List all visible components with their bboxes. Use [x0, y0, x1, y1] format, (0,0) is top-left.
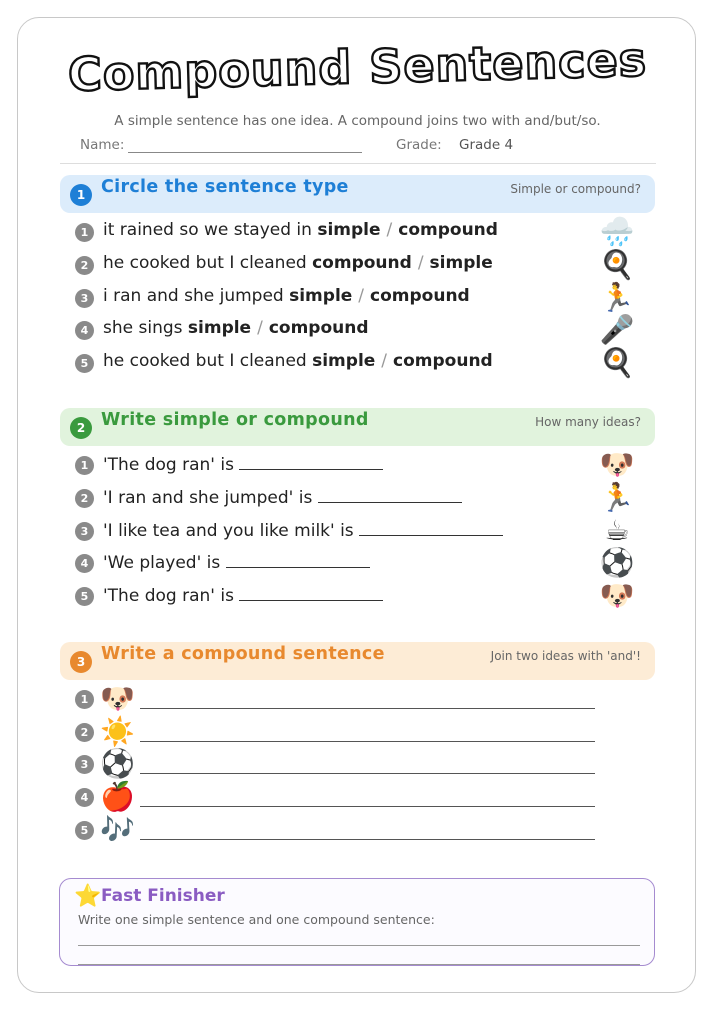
choice-option[interactable]: compound — [393, 351, 493, 371]
dog-icon: 🐶 — [599, 579, 635, 612]
section-1-title: Circle the sentence type — [101, 177, 349, 197]
list-item — [75, 747, 595, 783]
list-item — [75, 313, 635, 347]
item-number: 4 — [75, 321, 94, 340]
soccer-ball-icon: ⚽ — [100, 747, 135, 780]
section-3-number: 3 — [70, 651, 92, 673]
page-subtitle: A simple sentence has one idea. A compound joins two with and/but/so. — [114, 113, 601, 129]
sentence: 'The dog ran' is — [103, 586, 234, 606]
item-number: 5 — [75, 821, 94, 840]
header-divider — [60, 163, 656, 164]
choice-option[interactable]: simple — [312, 351, 376, 371]
dog-icon: 🐶 — [599, 448, 635, 481]
list-item — [75, 682, 595, 718]
list-item — [75, 579, 635, 613]
item-number: 5 — [75, 587, 94, 606]
section-3-hint: Join two ideas with 'and'! — [490, 649, 641, 663]
runner-icon: 🏃 — [599, 281, 635, 314]
sentence-text — [103, 486, 462, 508]
answer-line[interactable] — [78, 964, 640, 965]
apple-icon: 🍎 — [100, 780, 135, 813]
section-1-hint: Simple or compound? — [510, 182, 641, 196]
choice-separator: / — [381, 351, 388, 371]
list-item — [75, 813, 595, 849]
answer-line[interactable] — [140, 708, 595, 709]
section-2-header — [60, 408, 655, 446]
runner-icon: 🏃 — [599, 481, 635, 514]
answer-blank[interactable] — [318, 486, 462, 503]
answer-line[interactable] — [140, 839, 595, 840]
answer-blank[interactable] — [239, 584, 383, 601]
name-label: Name: — [80, 137, 125, 153]
dog-icon: 🐶 — [100, 682, 135, 715]
sentence: he cooked but I cleaned — [103, 253, 307, 273]
sentence-text — [103, 351, 493, 371]
music-notes-icon: 🎶 — [100, 813, 135, 846]
sentence-text — [103, 519, 503, 541]
list-item — [75, 215, 635, 249]
sentence: she sings — [103, 318, 183, 338]
section-2-title: Write simple or compound — [101, 410, 369, 430]
sun-icon: ☀️ — [100, 715, 135, 748]
star-icon: ⭐ — [74, 884, 102, 909]
section-1-number: 1 — [70, 184, 92, 206]
section-3-header — [60, 642, 655, 680]
choice-separator: / — [417, 253, 424, 273]
frying-pan-icon: 🍳 — [599, 248, 635, 281]
name-grade-row — [80, 137, 640, 157]
choice-option[interactable]: compound — [398, 220, 498, 240]
sentence-text — [103, 253, 493, 273]
answer-blank[interactable] — [359, 519, 503, 536]
sentence-text — [103, 551, 370, 573]
sentence-text — [103, 453, 383, 475]
choice-separator: / — [358, 286, 365, 306]
microphone-icon: 🎤 — [599, 313, 635, 346]
list-item — [75, 715, 595, 751]
frying-pan-icon: 🍳 — [599, 346, 635, 379]
list-item — [75, 448, 635, 482]
list-item — [75, 281, 635, 315]
fast-finisher-prompt: Write one simple sentence and one compound sentence: — [78, 912, 435, 927]
choice-option[interactable]: compound — [312, 253, 412, 273]
sentence: 'The dog ran' is — [103, 455, 234, 475]
item-number: 4 — [75, 788, 94, 807]
answer-line[interactable] — [140, 806, 595, 807]
list-item — [75, 514, 635, 548]
answer-blank[interactable] — [239, 453, 383, 470]
item-number: 3 — [75, 755, 94, 774]
item-number: 1 — [75, 223, 94, 242]
fast-finisher-title: Fast Finisher — [101, 886, 225, 906]
item-number: 2 — [75, 256, 94, 275]
sentence: 'I ran and she jumped' is — [103, 488, 313, 508]
choice-option[interactable]: compound — [268, 318, 369, 338]
choice-option[interactable]: simple — [429, 253, 493, 273]
sentence-text — [103, 318, 369, 338]
item-number: 2 — [75, 489, 94, 508]
choice-option[interactable]: compound — [370, 286, 470, 306]
item-number: 2 — [75, 723, 94, 742]
name-line[interactable] — [128, 152, 362, 153]
section-2-hint: How many ideas? — [535, 415, 641, 429]
list-item — [75, 481, 635, 515]
soccer-ball-icon: ⚽ — [599, 546, 635, 579]
sentence: it rained so we stayed in — [103, 220, 312, 240]
sentence: 'We played' is — [103, 553, 221, 573]
choice-option[interactable]: simple — [187, 318, 252, 338]
list-item — [75, 248, 635, 282]
section-3-title: Write a compound sentence — [101, 644, 385, 664]
item-number: 1 — [75, 690, 94, 709]
coffee-icon: ☕ — [604, 514, 630, 547]
sentence: he cooked but I cleaned — [103, 351, 307, 371]
answer-blank[interactable] — [226, 551, 370, 568]
sentence-text — [103, 286, 470, 306]
choice-separator: / — [386, 220, 393, 240]
cloud-rain-icon: 🌧️ — [599, 215, 635, 248]
choice-separator: / — [257, 318, 263, 338]
answer-line[interactable] — [140, 773, 595, 774]
item-number: 3 — [75, 522, 94, 541]
item-number: 4 — [75, 554, 94, 573]
sentence-text — [103, 584, 383, 606]
choice-option[interactable]: simple — [317, 220, 381, 240]
sentence-text — [103, 220, 498, 240]
page-title: Compound Sentences — [67, 32, 648, 102]
sentence: 'I like tea and you like milk' is — [103, 521, 354, 541]
section-2-number: 2 — [70, 417, 92, 439]
choice-option[interactable]: simple — [289, 286, 353, 306]
item-number: 3 — [75, 289, 94, 308]
grade-label: Grade: — [396, 137, 442, 153]
answer-line[interactable] — [140, 741, 595, 742]
item-number: 5 — [75, 354, 94, 373]
section-1-header — [60, 175, 655, 213]
list-item — [75, 346, 635, 380]
answer-line[interactable] — [78, 945, 640, 946]
list-item — [75, 546, 635, 580]
fast-finisher-box — [59, 878, 655, 966]
grade-value: Grade 4 — [459, 137, 514, 153]
sentence: i ran and she jumped — [103, 286, 284, 306]
list-item — [75, 780, 595, 816]
item-number: 1 — [75, 456, 94, 475]
